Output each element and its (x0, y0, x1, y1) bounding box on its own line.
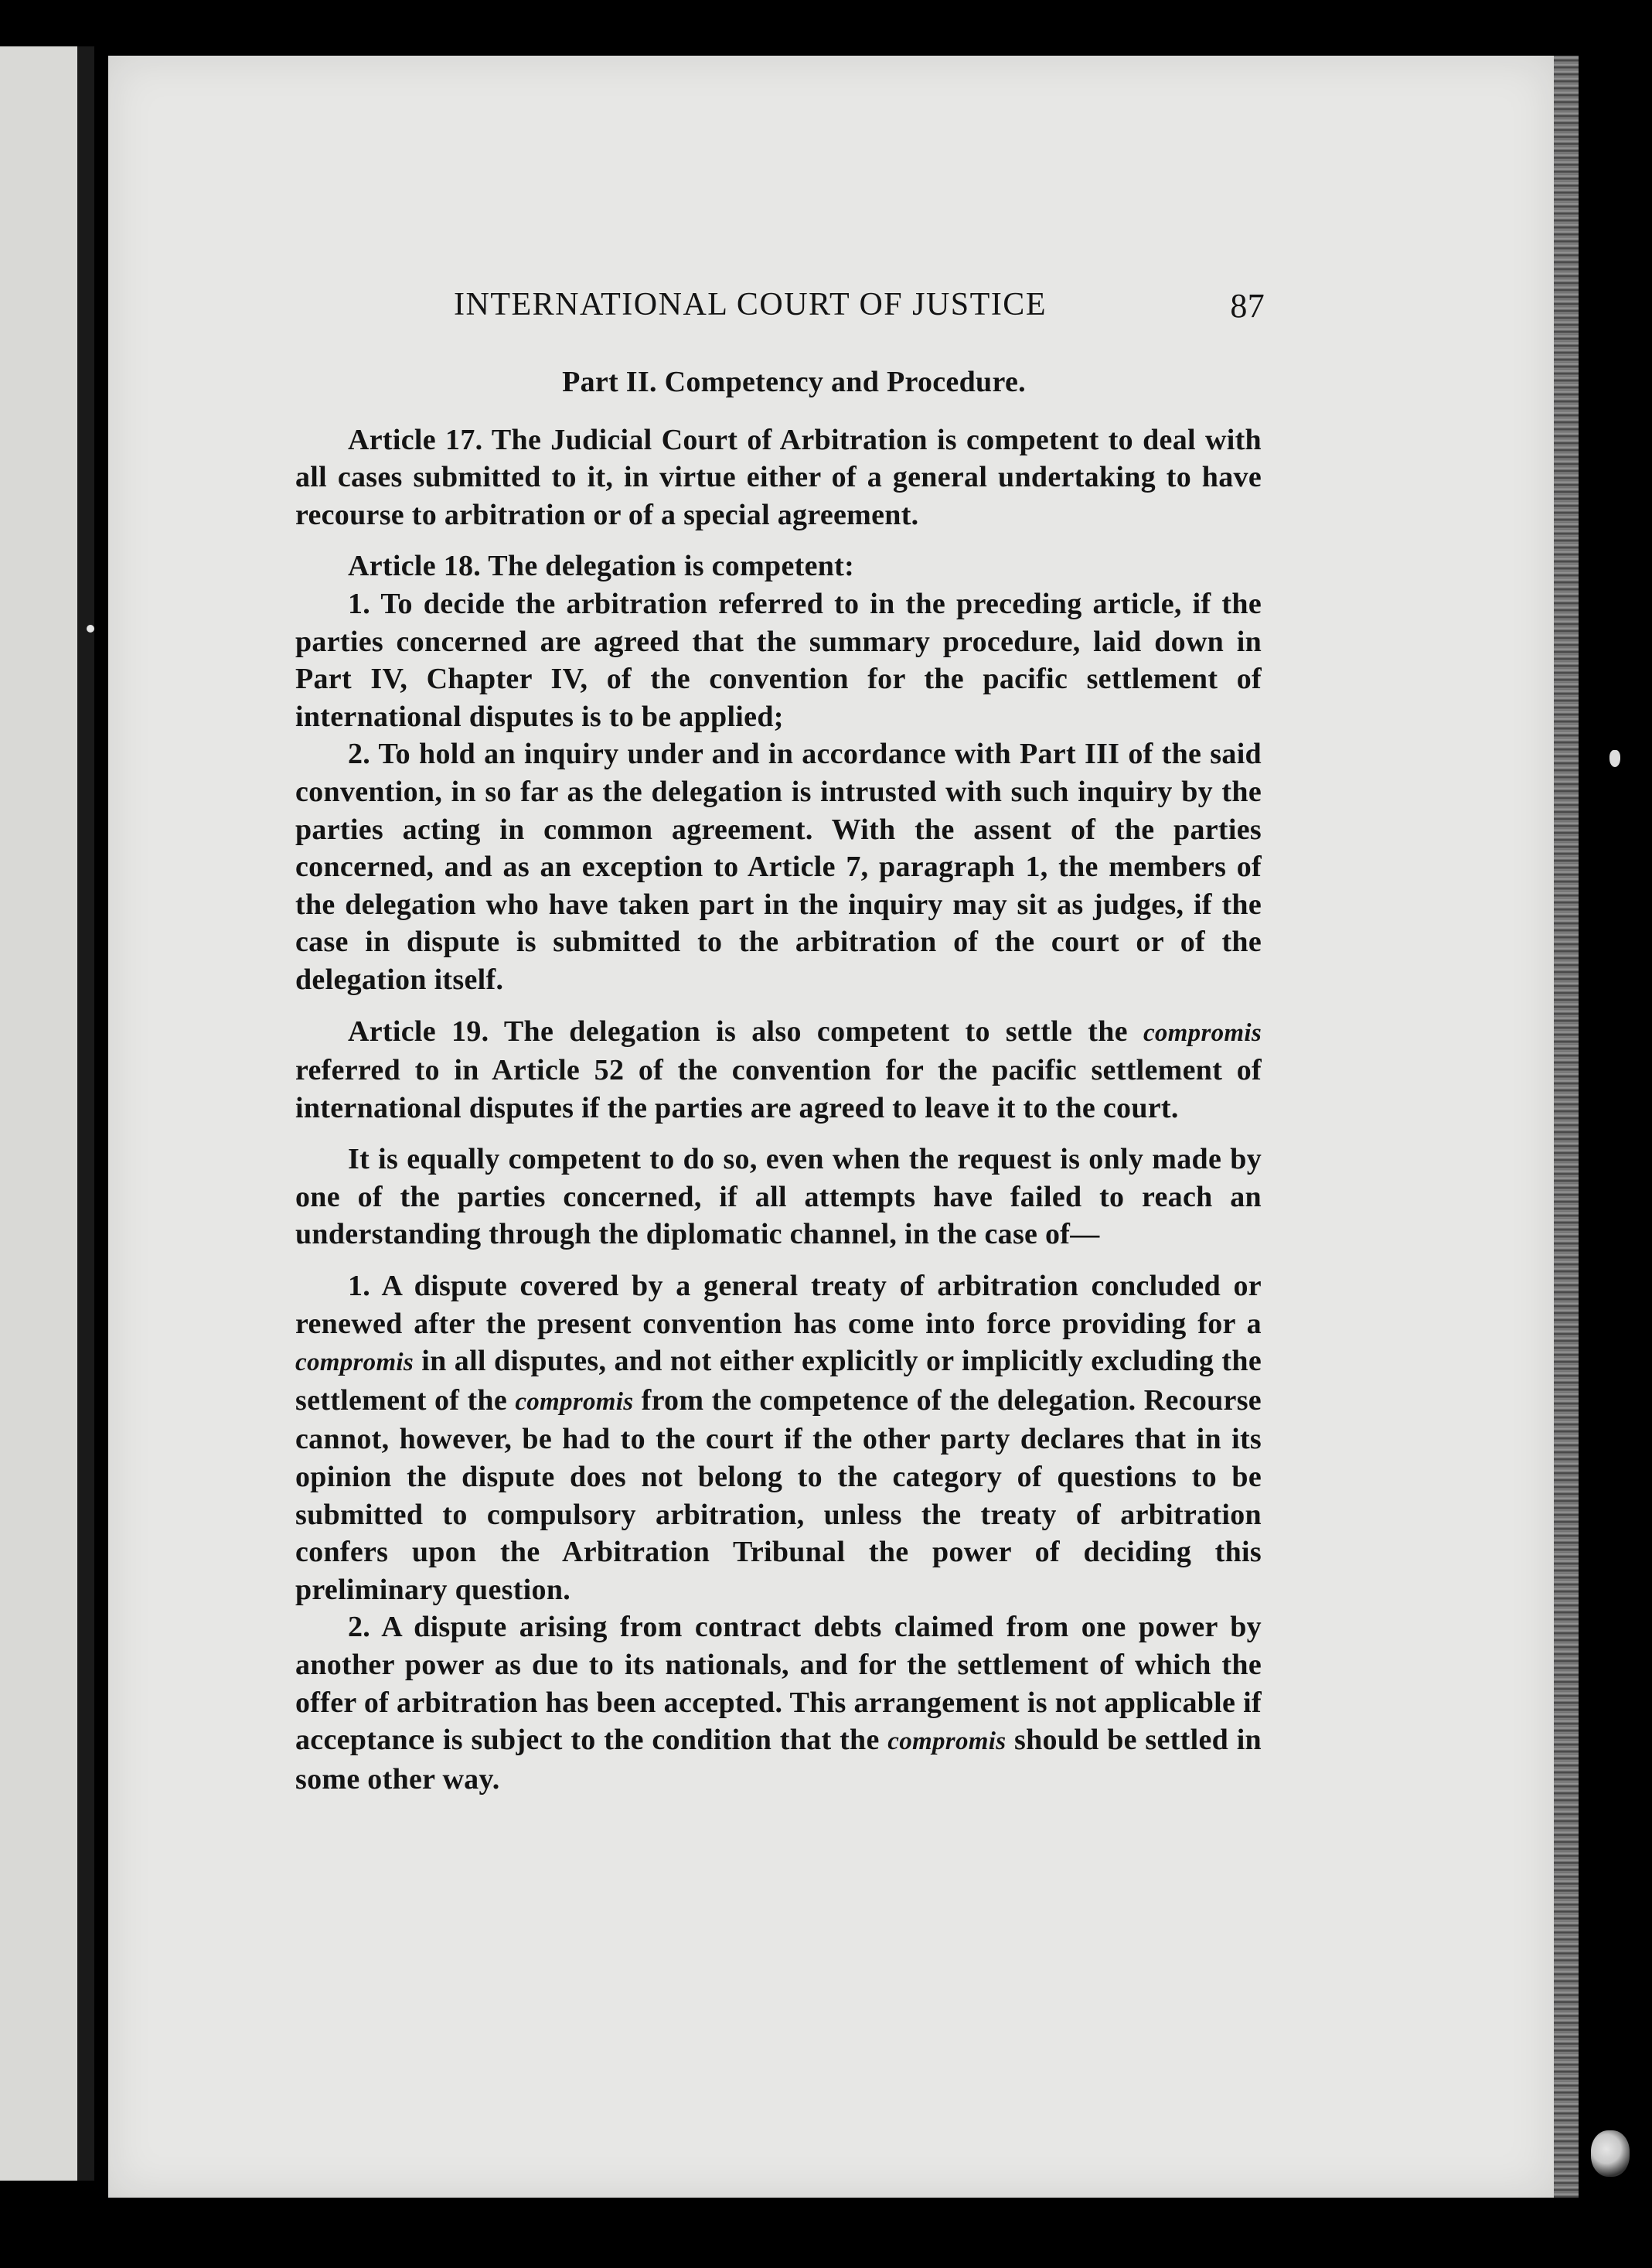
article-18 (295, 547, 1262, 585)
italic-term: compromis (887, 1727, 1007, 1756)
article-18-item-1 (295, 585, 1262, 735)
item-text: To hold an inquiry under and in accordance with Part III of the said convention, in so far as the delegation is intrusted with such inquiry by the parties acting in common agreement. With the assent of the parties concerned, and as an exception to Article 7, paragraph 1, the members of the delegation who have taken part in the inquiry may sit as judges, if the case in dispute is submitted to the arbitration of the court or of the delegation itself. (295, 738, 1262, 996)
part-heading: Part II. Competency and Procedure. (562, 366, 1026, 398)
article-19-continuation (295, 1141, 1262, 1253)
page-number: 87 (1230, 287, 1265, 325)
item-text: To decide the arbitration referred to in the preceding article, if the parties concerned are agreed that the summary procedure, laid down in Part IV, Chapter IV, of the convention for the pacific settlement of international disputes is to be applied; (295, 587, 1262, 733)
italic-term: compromis (295, 1349, 414, 1377)
article-19-item-2 (295, 1608, 1262, 1798)
article-label: Article 17. (348, 423, 483, 456)
item-number: 2. (348, 1611, 371, 1644)
article-17 (295, 421, 1262, 534)
item-number: 2. (348, 738, 371, 771)
article-19 (295, 1013, 1262, 1127)
page-content (295, 286, 1265, 1798)
article-text: referred to in Article 52 of the convention for the pacific settlement of international disputes if the parties are agreed to leave it to the court. (295, 1054, 1262, 1124)
article-18-item-2 (295, 735, 1262, 998)
article-text: The delegation is competent: (488, 550, 855, 583)
item-text: A dispute covered by a general treaty of arbitration concluded or renewed after the present convention has come into force providing for a (295, 1270, 1262, 1340)
article-text: The delegation is also competent to settle the (503, 1015, 1128, 1048)
article-19-item-1 (295, 1267, 1262, 1608)
item-number: 1. (348, 587, 371, 620)
item-text: from the competence of the delegation. Recourse cannot, however, be had to the court if the other party declares that in its opinion the dispute does not belong to the category of questions to be submitted to compulsory arbitration, unless the treaty of arbitration confers upon the Arbitration Tribunal the power of deciding this preliminary question. (295, 1383, 1262, 1606)
article-label: Article 18. (348, 550, 482, 583)
item-text: should be settled in some other way. (295, 1724, 1262, 1796)
scan-speck (87, 625, 94, 633)
facing-page-edge (0, 46, 77, 2181)
item-text: A dispute arising from contract debts claimed from one power by another power as due to its nationals, and for the settlement of which the offer of arbitration has been accepted. This arrangement is not applicable if acceptance is subject to the condition that the (295, 1611, 1262, 1757)
paragraph-text: It is equally competent to do so, even when the request is only made by one of the parties concerned, if all attempts have failed to reach an understanding through the diplomatic channel, in the case of— (295, 1143, 1262, 1251)
article-text: The Judicial Court of Arbitration is competent to deal with all cases submitted to it, in virtue either of a general undertaking to have recourse to arbitration or of a special agreement. (295, 423, 1262, 531)
item-text: in all disputes, and not either explicitly or implicitly excluding the settlement of the (295, 1345, 1262, 1417)
italic-term: compromis (1143, 1018, 1262, 1047)
edge-speck (1609, 750, 1620, 767)
running-head (295, 286, 1265, 326)
edge-damage-mark (1591, 2130, 1630, 2177)
page-stack-edge (1554, 56, 1579, 2198)
item-number: 1. (348, 1270, 371, 1303)
italic-term: compromis (515, 1387, 634, 1416)
book-gutter (77, 46, 94, 2181)
article-label: Article 19. (348, 1015, 489, 1048)
running-head-title: INTERNATIONAL COURT OF JUSTICE (454, 287, 1047, 322)
